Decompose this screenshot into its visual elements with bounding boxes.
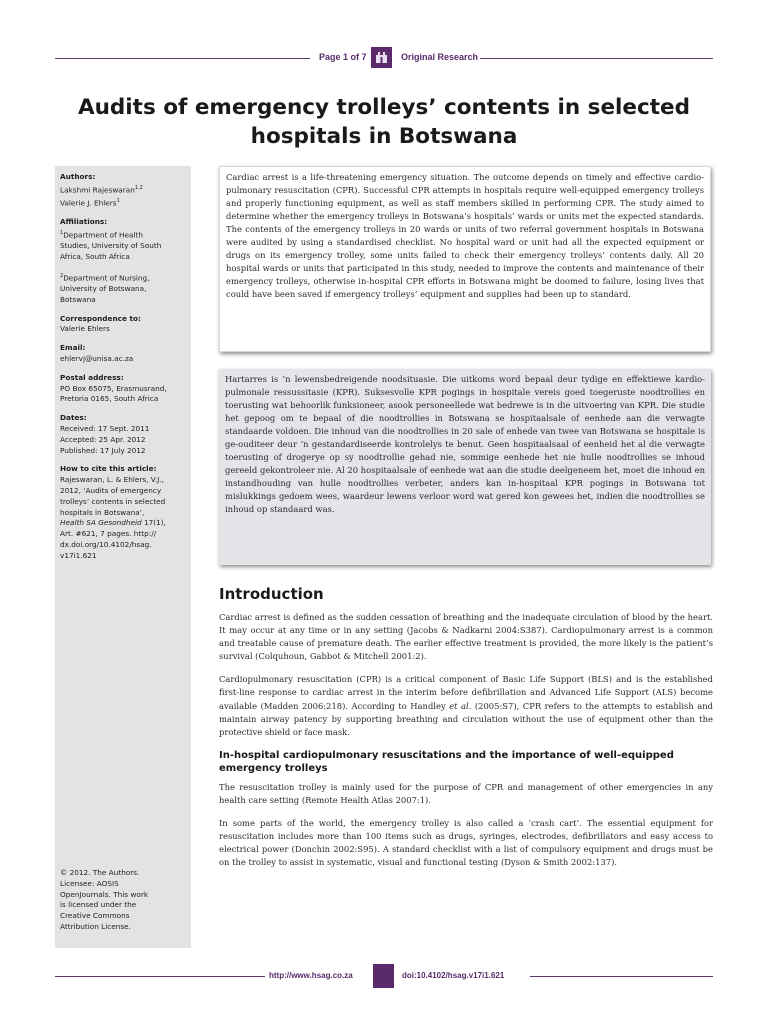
cite-line: Rajeswaran, L. & Ehlers, V.J.,: [60, 475, 164, 485]
abstract-afrikaans: Hartarres is ’n lewensbedreigende noodsituasie. Die uitkoms word bepaal deur tydige en effektiewe kardio-pulmonale ressussitasie (KPR). Suksesvolle KPR pogings in hospitale vereis goed toegeruste noodtrollies en toerusting wat behoorlik funksioneer, asook personeellede wat bedrewe is in die uitvoering van KPR. Die studie het gepoog om te bepaal of die noodtrollies in Botswana se hospitaalsale of eenhede aan die verwagte standaarde voldoen. Die inhoud van die noodtrollies in 20 sale of enhede van twee van Botswana se hospitale is ge-ouditeer deur ’n gestandardiseerde kontrolelys te benut. Geen hospitaalsaal of eenheid het al die verwagte toerusting of drogerye op sy noodtrollie gehad nie, sommige eenhede het nie hulle noodtrollies se inhoud gereeld gekontroleer nie. Al 20 hospitaalsale of eenhede wat aan die studie deelgeneem het, moet die inhoud en instandhouding van hulle noodtrollies verbeter, anders kan in-hospitaal KPR pogings in Botswana tot mislukkings gedoem wees, waardeur lewens verloor word wat gered kon gewees het, indien die noodtrollies se inhoud op standaard was.: [219, 369, 711, 565]
copyright-line: Attribution License.: [60, 921, 131, 931]
cite-journal-line: [60, 518, 186, 529]
postal-line: PO Box 65075, Erasmusrand,: [60, 383, 167, 393]
subsection-heading: In-hospital cardiopulmonary resuscitations and the importance of well-equipped emergency trolleys: [219, 749, 674, 774]
article-info-sidebar: [55, 166, 191, 948]
affiliation-2-line: University of Botswana,: [60, 284, 147, 294]
article-body: [219, 585, 713, 879]
cite-line: hospitals in Botswana’,: [60, 507, 145, 517]
introduction-heading: Introduction: [219, 585, 324, 603]
affiliation-2-line: [60, 271, 186, 284]
cite-line: Art. #621, 7 pages. http://: [60, 529, 157, 539]
page-number: Page 1 of 7: [319, 52, 367, 62]
affiliation-2-number: 2: [60, 272, 64, 279]
postal-label: Postal address:: [60, 372, 124, 382]
correspondence-name: Valerie Ehlers: [60, 324, 110, 334]
title-line-2: hospitals in Botswana: [250, 124, 518, 149]
copyright-line: Creative Commons: [60, 911, 130, 921]
cite-doi-link[interactable]: v17i1.621: [60, 550, 97, 560]
dates-label: Dates:: [60, 413, 87, 423]
body-paragraph: The resuscitation trolley is mainly used for the purpose of CPR and management of other emergencies in any health care setting (Remote Health Atlas 2007:1).: [219, 781, 713, 805]
paragraph-text: (2005:S7), CPR refers to the attempts to establish and maintain airway patency by supporting breathing and circulation without the use of equipment other than the protective shield or face mask.: [219, 700, 713, 737]
title-line-1: Audits of emergency trolleys’ contents in selected: [77, 95, 691, 120]
email-label: Email:: [60, 343, 86, 353]
author-1: [60, 183, 186, 196]
cite-volume: 17(1),: [141, 518, 166, 528]
citation-block: [60, 464, 186, 561]
body-paragraph: [219, 673, 713, 738]
email-block: [60, 343, 186, 365]
affiliations-block: [60, 217, 186, 263]
copyright-line: Licensee: AOSIS: [60, 878, 119, 888]
date-published: Published: 17 July 2012: [60, 445, 146, 455]
abstract-english: Cardiac arrest is a life-threatening emergency situation. The outcome depends on timely and effective cardio-pulmonary resuscitation (CPR). Successful CPR attempts in hospitals require well-equipped emergency trolleys and properly functioning equipment, as well as staff members skilled in performing CPR. The study aimed to determine whether the emergency trolleys in Botswana’s hospitals’ wards or units met the expected standards. The contents of the emergency trolleys in 20 wards or units of two referral government hospitals in Botswana were audited by using a standardised checklist. No hospital ward or unit had all the expected equipment or drugs on its emergency trolley, some units failed to check their emergency trolleys’ contents daily. All 20 hospital wards or units that participated in this study, needed to improve the contents and maintenance of their emergency trolleys, otherwise in-hospital CPR efforts in Botswana might be doomed to failure, losing lives that could have been saved if emergency trolleys’ equipment and supplies had been up to standard.: [219, 166, 711, 352]
header-rule-left: [55, 58, 310, 59]
author-2-affiliation: 1: [116, 198, 120, 205]
paragraph-text: Cardiopulmonary resuscitation (CPR) is a critical component of Basic Life Support (BLS) and is the established first-line response to cardiac arrest in the interim before defibrillation and Advanced Life Support (ALS) become available (Madden 2006:218). According to Handley: [219, 674, 713, 711]
affiliation-1-line: Africa, South Africa: [60, 252, 130, 262]
cite-journal: Health SA Gesondheid: [60, 518, 142, 528]
affiliation-1-text: Department of Health: [63, 230, 143, 240]
postal-block: [60, 373, 186, 405]
copyright-block: [60, 868, 186, 933]
page-header: [55, 44, 713, 72]
footer-rule-right: [530, 976, 713, 977]
cite-doi-link[interactable]: dx.doi.org/10.4102/hsag.: [60, 540, 152, 549]
cite-line: 2012, ‘Audits of emergency: [60, 486, 162, 496]
copyright-line: © 2012. The Authors.: [60, 868, 140, 877]
affiliation-1-line: [60, 228, 186, 241]
dates-block: [60, 413, 186, 456]
date-accepted: Accepted: 25 Apr. 2012: [60, 434, 146, 444]
paragraph-italic: et al.: [449, 700, 472, 711]
authors-label: Authors:: [60, 172, 96, 181]
affiliation-2-block: [60, 271, 186, 306]
postal-line: Pretoria 0165, South Africa: [60, 394, 159, 404]
affiliation-1-line: Studies, University of South: [60, 241, 162, 251]
doi-text: doi:10.4102/hsag.v17i1.621: [402, 971, 505, 980]
author-1-affiliation: 1,2: [134, 184, 143, 191]
cite-line: trolleys’ contents in selected: [60, 496, 166, 506]
article-type: Original Research: [401, 52, 479, 62]
affiliation-2-text: Department of Nursing,: [63, 273, 150, 283]
footer-brand-block: [373, 964, 394, 988]
affiliation-2-line: Botswana: [60, 294, 96, 304]
body-paragraph: In some parts of the world, the emergency trolley is also called a ‘crash cart’. The essential equipment for resuscitation includes more than 100 items such as drugs, syringes, electrodes, defibrillators and easy access to electrical power (Donchin 2002:S95). A standard checklist with a list of compulsory equipment and drugs must be on the trolley to assist in systematic, visual and functional testing (Dyson & Smith 2002:137).: [219, 818, 713, 868]
correspondence-block: [60, 314, 186, 336]
header-rule-right: [480, 58, 713, 59]
article-title: [60, 93, 708, 151]
author-2: [60, 196, 186, 209]
author-2-name: Valerie J. Ehlers: [60, 198, 117, 208]
cite-label: How to cite this article:: [60, 464, 157, 474]
authors-block: [60, 172, 186, 209]
body-paragraph: Cardiac arrest is defined as the sudden cessation of breathing and the inadequate circulation of blood by the heart. It may occur at any time or in any setting (Jacobs & Nadkarni 2004:S387). Cardiopulmonary arrest is a common and treatable cause of premature death. The earlier effective treatment is provided, the more likely is the patient’s survival (Colquhoun, Gabbot & Mitchell 2001:2).: [219, 612, 713, 662]
correspondence-label: Correspondence to:: [60, 313, 141, 323]
date-received: Received: 17 Sept. 2011: [60, 424, 150, 434]
journal-url-link[interactable]: http://www.hsag.co.za: [269, 971, 353, 980]
page-footer: [55, 964, 713, 992]
author-1-name: Lakshmi Rajeswaran: [60, 185, 135, 195]
affiliations-label: Affiliations:: [60, 217, 108, 227]
copyright-line: is licensed under the: [60, 900, 137, 910]
affiliation-1-number: 1: [60, 230, 64, 237]
footer-rule-left: [55, 976, 265, 977]
copyright-line: OpenJournals. This work: [60, 889, 149, 899]
journal-logo-icon: [371, 47, 392, 68]
email-link[interactable]: ehlervj@unisa.ac.za: [60, 354, 134, 364]
